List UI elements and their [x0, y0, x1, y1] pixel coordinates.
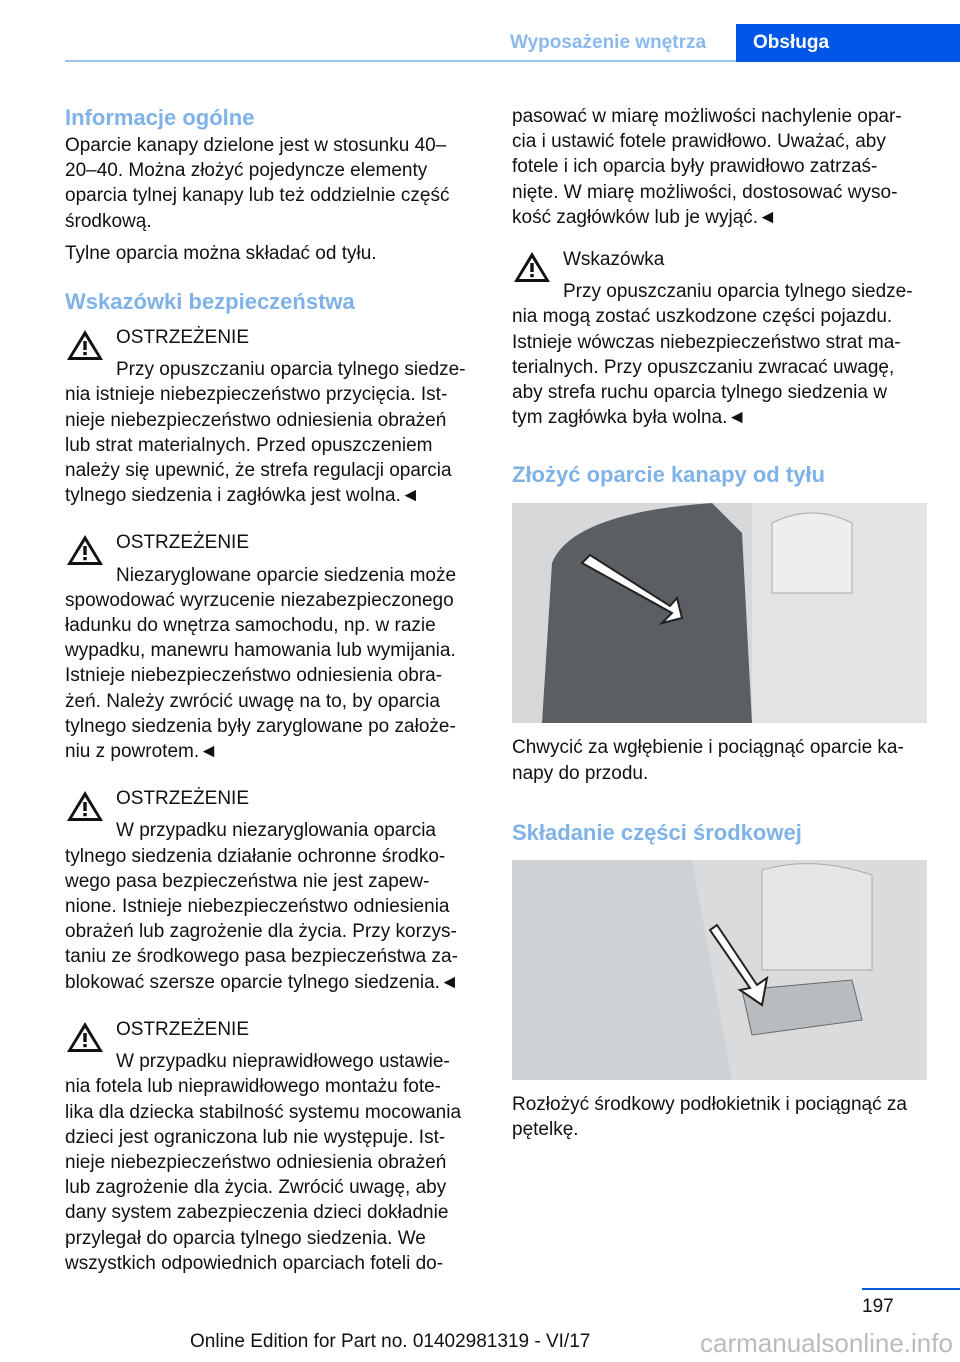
right-column: [512, 104, 932, 1142]
warning-triangle-icon: [65, 327, 105, 363]
page-number: 197: [862, 1296, 894, 1317]
warning-triangle-icon: [512, 249, 552, 285]
warnings-list: [65, 325, 485, 1276]
warning-block: [65, 786, 485, 995]
heading-fold-backrest: Złożyć oparcie kanapy od tyłu: [512, 462, 825, 488]
paragraph: pasować w miarę możliwości nachylenie opar- cia i ustawić fotele prawidłowo. Uważać, aby fotele i ich oparcia były prawidłowo zatrzaś- nięte. W miarę możliwości, dostosować wyso- kość zagłówków lub je wyjąć.◄: [512, 106, 902, 228]
warning-text: Przy opuszczaniu oparcia tylnego siedze- nia istnieje niebezpieczeństwo przycięcia. Ist- nieje niebezpieczeństwo odniesienia obrażeń lub strat materialnych. Przed opuszczeniem należy się upewnić, że strefa regulacji oparcia tylnego siedzenia i zagłówka jest wolna.◄: [65, 359, 466, 507]
header-section-link[interactable]: Wyposażenie wnętrza: [510, 32, 707, 53]
note-text: Przy opuszczaniu oparcia tylnego siedze- nia mogą zostać uszkodzone części pojazdu. Istnieje wówczas niebezpieczeństwo strat ma- terialnych. Przy opuszczaniu zwracać uwagę, aby strefa ruchu oparcia tylnego siedzenia w tym zagłówka była wolna.◄: [512, 281, 913, 429]
paragraph: Oparcie kanapy dzielone jest w stosunku 40– 20–40. Można złożyć pojedyncze elementy oparcia tylnej kanapy lub też oddzielnie część środkową.: [65, 135, 450, 232]
warning-title: OSTRZEŻENIE: [116, 788, 250, 810]
heading-center-section: Składanie części środkowej: [512, 819, 802, 845]
warning-title: OSTRZEŻENIE: [116, 1018, 250, 1040]
image-center-section: [512, 860, 927, 1080]
warning-triangle-icon: [65, 1019, 105, 1055]
warning-text: Niezaryglowane oparcie siedzenia może spowodować wyrzucenie niezabezpieczonego ładunku do wnętrza samochodu, np. w razie wypadku, manewru hamowania lub wymijania. Istnieje niebezpieczeństwo odniesienia obra- żeń. Należy zwrócić uwagę na to, by oparcia tylnego siedzenia były zaryglowane po założe- niu z powrotem.◄: [65, 564, 457, 763]
header-tab-active[interactable]: Obsługa: [736, 24, 960, 62]
heading-safety: Wskazówki bezpieczeństwa: [65, 289, 355, 315]
warning-text: W przypadku niezaryglowania oparcia tylnego siedzenia działanie ochronne środko- wego pasa bezpieczeństwa nie jest zapew- nione. Istnieje niebezpieczeństwo odniesienia obrażeń lub zagrożenie dla życia. Przy korzys- taniu ze środkowego pasa bezpieczeństwa za- blokować szersze oparcie tylnego siedzenia.◄: [65, 820, 459, 993]
warning-text: W przypadku nieprawidłowego ustawie- nia fotela lub nieprawidłowego montażu fote- lika dla dziecka stabilność systemu mocowania dzieci jest ograniczona lub nie występuje. Ist- nieje niebezpieczeństwo odniesienia obrażeń lub zagrożenie dla życia. Zwrócić uwagę, aby dany system zabezpieczenia dzieci dokładnie przylegał do oparcia tylnego siedzenia. We wszystkich odpowiednich oparciach foteli do-: [65, 1051, 462, 1274]
caption: Rozłożyć środkowy podłokietnik i pociągnąć za pętelkę.: [512, 1093, 907, 1141]
edition-footer: Online Edition for Part no. 01402981319 - VI/17: [190, 1331, 591, 1352]
page-number-rule: [862, 1288, 960, 1290]
warning-block: [65, 530, 485, 764]
warning-title: OSTRZEŻENIE: [116, 327, 250, 349]
image-fold-backrest: [512, 503, 927, 723]
paragraph: Tylne oparcia można składać od tyłu.: [65, 242, 377, 264]
heading-general-info: Informacje ogólne: [65, 105, 255, 130]
warning-triangle-icon: [65, 788, 105, 824]
caption: Chwycić za wgłębienie i pociągnąć oparcie ka- napy do przodu.: [512, 737, 904, 784]
warning-block: [65, 1017, 485, 1276]
warning-triangle-icon: [65, 532, 105, 568]
left-column: [65, 103, 485, 1276]
watermark: carmanualsonline.info: [700, 1328, 953, 1358]
warning-title: OSTRZEŻENIE: [116, 532, 250, 554]
warning-block: [65, 325, 485, 508]
note-title: Wskazówka: [563, 249, 665, 271]
note-block: [512, 247, 932, 430]
